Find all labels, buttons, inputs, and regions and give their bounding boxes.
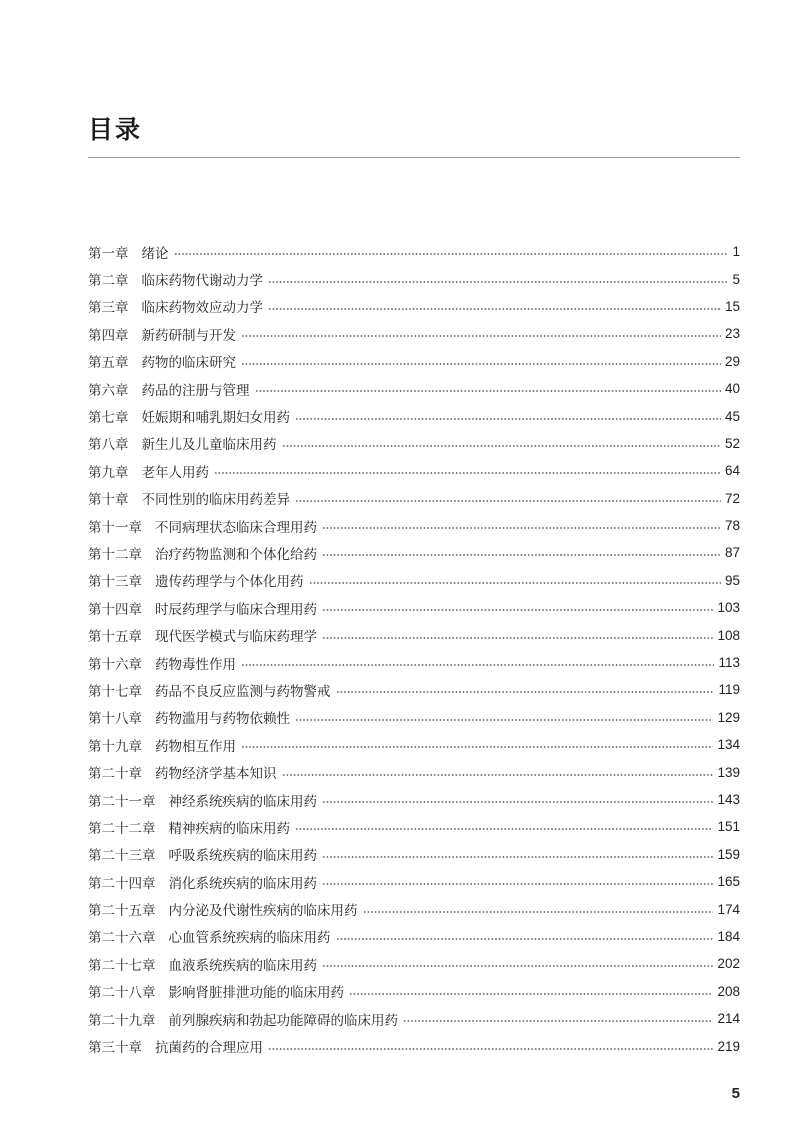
toc-chapter-number: 第七章 xyxy=(88,410,129,427)
toc-dot-leader xyxy=(322,883,713,885)
toc-entry[interactable] xyxy=(88,895,740,922)
toc-page-number: 78 xyxy=(724,518,740,534)
toc-chapter-number: 第十一章 xyxy=(88,519,142,536)
toc-entry[interactable] xyxy=(88,786,740,813)
toc-page-number: 129 xyxy=(717,709,740,725)
toc-chapter-title: 呼吸系统疾病的临床用药 xyxy=(168,848,317,865)
toc-page-number: 64 xyxy=(724,463,740,479)
toc-page-number: 5 xyxy=(732,271,740,287)
toc-chapter-title: 内分泌及代谢性疾病的临床用药 xyxy=(168,903,358,920)
toc-chapter-title: 精神疾病的临床用药 xyxy=(168,820,290,837)
toc-page-number: 45 xyxy=(724,408,740,424)
table-of-contents xyxy=(88,238,740,1060)
toc-dot-leader xyxy=(295,719,713,721)
toc-entry[interactable] xyxy=(88,731,740,758)
toc-chapter-title: 临床药物代谢动力学 xyxy=(141,273,263,290)
toc-dot-leader xyxy=(322,856,713,858)
toc-page-number: 214 xyxy=(717,1011,740,1027)
toc-chapter-number: 第六章 xyxy=(88,382,129,399)
toc-page-number: 165 xyxy=(717,874,740,890)
toc-entry[interactable] xyxy=(88,539,740,566)
toc-chapter-title: 绪论 xyxy=(141,245,169,262)
toc-dot-leader xyxy=(295,828,713,830)
toc-dot-leader xyxy=(268,281,728,283)
toc-chapter-number: 第二十九章 xyxy=(88,1012,156,1029)
toc-dot-leader xyxy=(322,801,713,803)
toc-chapter-number: 第十二章 xyxy=(88,546,142,563)
toc-chapter-title: 血液系统疾病的临床用药 xyxy=(168,957,317,974)
toc-entry[interactable] xyxy=(88,238,740,265)
toc-chapter-number: 第二十二章 xyxy=(88,820,156,837)
toc-page-number: 87 xyxy=(724,545,740,561)
toc-page-number: 113 xyxy=(718,655,740,671)
toc-dot-leader xyxy=(322,609,713,611)
toc-entry[interactable] xyxy=(88,923,740,950)
toc-page-number: 52 xyxy=(724,435,740,451)
toc-entry[interactable] xyxy=(88,293,740,320)
toc-chapter-title: 药物滥用与药物依赖性 xyxy=(155,711,290,728)
toc-dot-leader xyxy=(322,965,713,967)
page-number: 5 xyxy=(731,1085,740,1102)
toc-dot-leader xyxy=(241,746,713,748)
toc-page-number: 103 xyxy=(717,600,740,616)
toc-chapter-title: 影响肾脏排泄功能的临床用药 xyxy=(168,985,344,1002)
toc-page-number: 95 xyxy=(724,572,740,588)
toc-dot-leader xyxy=(403,1020,713,1022)
toc-dot-leader xyxy=(214,472,721,474)
toc-chapter-number: 第九章 xyxy=(88,464,129,481)
toc-chapter-number: 第二章 xyxy=(88,273,129,290)
toc-chapter-number: 第二十四章 xyxy=(88,875,156,892)
page-title: 目录 xyxy=(88,114,143,144)
toc-entry[interactable] xyxy=(88,430,740,457)
toc-dot-leader xyxy=(349,993,713,995)
toc-page-number: 119 xyxy=(718,682,740,698)
toc-chapter-title: 治疗药物监测和个体化给药 xyxy=(155,546,317,563)
toc-chapter-title: 新药研制与开发 xyxy=(141,327,236,344)
toc-chapter-number: 第十七章 xyxy=(88,683,142,700)
toc-chapter-title: 不同病理状态临床合理用药 xyxy=(155,519,317,536)
toc-entry[interactable] xyxy=(88,676,740,703)
toc-dot-leader xyxy=(363,911,714,913)
toc-chapter-number: 第十四章 xyxy=(88,601,142,618)
toc-dot-leader xyxy=(241,664,714,666)
toc-page-number: 143 xyxy=(717,792,740,807)
toc-chapter-number: 第十六章 xyxy=(88,656,142,673)
toc-chapter-number: 第二十章 xyxy=(88,766,142,783)
toc-chapter-number: 第二十八章 xyxy=(88,985,156,1002)
toc-entry[interactable] xyxy=(88,813,740,840)
toc-chapter-title: 心血管系统疾病的临床用药 xyxy=(168,930,331,947)
toc-chapter-title: 药物经济学基本知识 xyxy=(155,766,277,783)
toc-page-number: 174 xyxy=(717,901,740,917)
toc-chapter-number: 第二十三章 xyxy=(88,848,156,865)
toc-chapter-title: 不同性别的临床用药差异 xyxy=(141,492,290,509)
toc-chapter-title: 药物相互作用 xyxy=(155,738,236,755)
toc-chapter-number: 第十八章 xyxy=(88,711,142,728)
toc-page-number: 40 xyxy=(724,381,740,397)
toc-entry[interactable] xyxy=(88,375,740,402)
toc-chapter-number: 第三章 xyxy=(88,300,129,317)
toc-page-number: 139 xyxy=(717,764,740,780)
toc-entry[interactable] xyxy=(88,950,740,977)
toc-entry[interactable] xyxy=(88,348,740,375)
toc-chapter-title: 药物的临床研究 xyxy=(141,355,236,372)
toc-page-number: 151 xyxy=(717,819,740,835)
toc-entry[interactable] xyxy=(88,265,740,292)
toc-chapter-number: 第十三章 xyxy=(88,574,142,591)
toc-page-number: 108 xyxy=(717,627,740,643)
toc-chapter-title: 老年人用药 xyxy=(141,464,209,481)
toc-dot-leader xyxy=(309,582,721,584)
toc-chapter-title: 药品的注册与管理 xyxy=(141,382,250,399)
toc-page-number: 72 xyxy=(724,490,740,506)
toc-dot-leader xyxy=(268,1048,713,1050)
toc-chapter-title: 前列腺疾病和勃起功能障碍的临床用药 xyxy=(168,1012,398,1029)
toc-page-number: 134 xyxy=(717,737,740,753)
toc-entry[interactable] xyxy=(88,649,740,676)
toc-chapter-number: 第十章 xyxy=(88,492,129,509)
toc-entry[interactable] xyxy=(88,320,740,347)
toc-dot-leader xyxy=(268,308,721,310)
toc-page-number: 1 xyxy=(732,244,740,260)
toc-entry[interactable] xyxy=(88,402,740,429)
toc-chapter-number: 第八章 xyxy=(88,437,129,454)
toc-entry[interactable] xyxy=(88,594,740,621)
toc-entry[interactable] xyxy=(88,868,740,895)
toc-dot-leader xyxy=(241,335,721,337)
toc-page-number: 159 xyxy=(717,846,740,862)
toc-chapter-number: 第一章 xyxy=(88,245,129,262)
toc-chapter-title: 抗菌药的合理应用 xyxy=(155,1040,263,1057)
toc-entry[interactable] xyxy=(88,704,740,731)
toc-entry[interactable] xyxy=(88,1005,740,1032)
toc-chapter-number: 第二十七章 xyxy=(88,957,156,974)
toc-chapter-title: 药品不良反应监测与药物警戒 xyxy=(155,683,331,700)
toc-chapter-title: 新生儿及儿童临床用药 xyxy=(141,437,277,454)
toc-page-number: 29 xyxy=(724,353,740,369)
toc-dot-leader xyxy=(282,445,721,447)
toc-entry[interactable] xyxy=(88,841,740,868)
toc-entry[interactable] xyxy=(88,621,740,648)
toc-chapter-title: 临床药物效应动力学 xyxy=(141,300,263,317)
toc-dot-leader xyxy=(295,418,721,420)
toc-dot-leader xyxy=(295,500,721,502)
toc-dot-leader xyxy=(282,774,714,776)
toc-dot-leader xyxy=(241,363,721,365)
toc-chapter-number: 第二十五章 xyxy=(88,903,156,920)
toc-chapter-number: 第二十六章 xyxy=(88,930,156,947)
toc-chapter-title: 消化系统疾病的临床用药 xyxy=(168,875,317,892)
toc-chapter-title: 时辰药理学与临床合理用药 xyxy=(155,601,317,618)
toc-dot-leader xyxy=(336,691,715,693)
toc-dot-leader xyxy=(322,637,713,639)
toc-dot-leader xyxy=(336,938,714,940)
toc-dot-leader xyxy=(255,390,721,392)
toc-chapter-title: 神经系统疾病的临床用药 xyxy=(168,793,317,810)
toc-chapter-number: 第十五章 xyxy=(88,629,142,646)
toc-chapter-title: 药物毒性作用 xyxy=(155,656,236,673)
toc-chapter-title: 现代医学模式与临床药理学 xyxy=(155,629,317,646)
toc-dot-leader xyxy=(174,253,729,255)
toc-page-number: 23 xyxy=(724,326,740,342)
toc-entry[interactable] xyxy=(88,512,740,539)
toc-chapter-number: 第五章 xyxy=(88,355,129,372)
toc-page-number: 208 xyxy=(717,983,740,999)
toc-entry[interactable] xyxy=(88,978,740,1005)
toc-page-number: 184 xyxy=(717,928,740,944)
toc-entry[interactable] xyxy=(88,758,740,785)
toc-entry[interactable] xyxy=(88,457,740,484)
toc-dot-leader xyxy=(322,527,721,529)
toc-chapter-title: 妊娠期和哺乳期妇女用药 xyxy=(141,410,290,427)
toc-chapter-number: 第四章 xyxy=(88,327,129,344)
toc-page-number: 219 xyxy=(717,1038,740,1054)
toc-chapter-number: 第二十一章 xyxy=(88,793,156,810)
toc-entry[interactable] xyxy=(88,1032,740,1059)
title-divider xyxy=(88,157,740,158)
toc-chapter-number: 第三十章 xyxy=(88,1040,142,1057)
toc-dot-leader xyxy=(322,554,721,556)
toc-page-number: 202 xyxy=(717,956,740,972)
toc-entry[interactable] xyxy=(88,485,740,512)
toc-chapter-title: 遗传药理学与个体化用药 xyxy=(155,574,304,591)
toc-chapter-number: 第十九章 xyxy=(88,738,142,755)
toc-entry[interactable] xyxy=(88,567,740,594)
toc-page-number: 15 xyxy=(724,298,740,314)
